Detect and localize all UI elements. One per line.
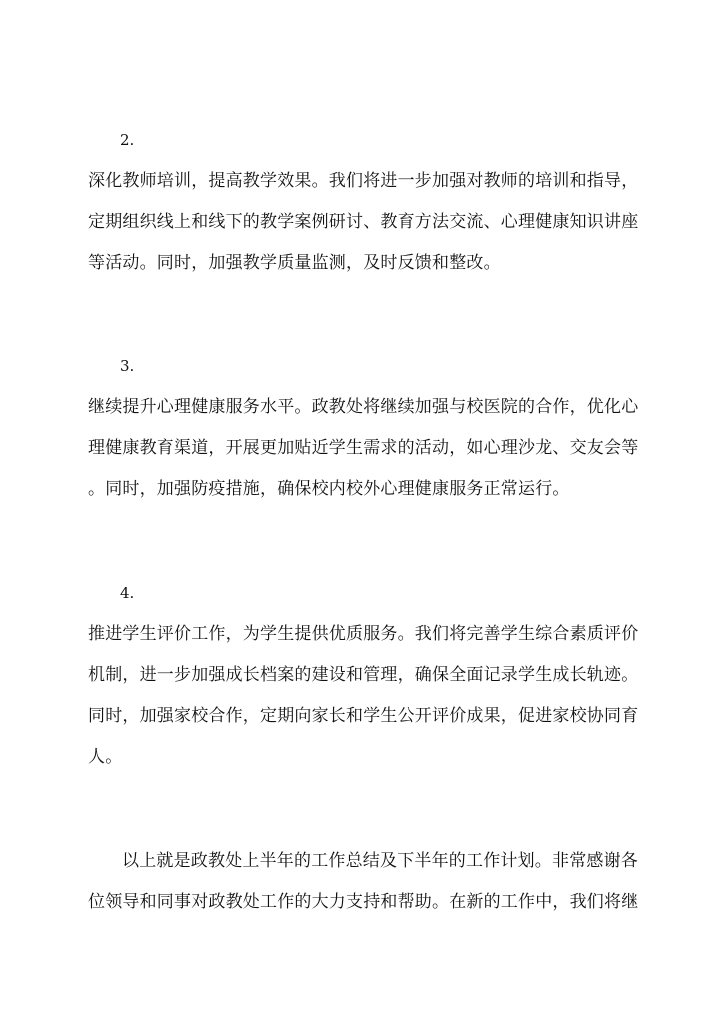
paragraph-line: 定期组织线上和线下的教学案例研讨、教育方法交流、心理健康知识讲座 xyxy=(88,212,639,232)
section-number-3: 3. xyxy=(120,357,135,375)
paragraph-line: 理健康教育渠道，开展更加贴近学生需求的活动，如心理沙龙、交友会等 xyxy=(88,438,639,458)
section-paragraph-2 xyxy=(88,161,639,284)
section-number-2: 2. xyxy=(120,131,135,149)
paragraph-line: 人。 xyxy=(88,747,123,767)
closing-paragraph xyxy=(88,841,639,923)
paragraph-line: 位领导和同事对政教处工作的大力支持和帮助。在新的工作中，我们将继 xyxy=(88,892,639,912)
paragraph-line: 以上就是政教处上半年的工作总结及下半年的工作计划。非常感谢各 xyxy=(122,851,638,871)
paragraph-line: 同时，加强家校合作，定期向家长和学生公开评价成果，促进家校协同育 xyxy=(88,706,639,726)
paragraph-line: 继续提升心理健康服务水平。政教处将继续加强与校医院的合作，优化心 xyxy=(88,397,639,417)
paragraph-line: 深化教师培训，提高教学效果。我们将进一步加强对教师的培训和指导， xyxy=(88,171,639,191)
section-paragraph-4 xyxy=(88,614,639,778)
section-number-4: 4. xyxy=(120,584,135,602)
paragraph-line: 等活动。同时，加强教学质量监测，及时反馈和整改。 xyxy=(88,253,501,273)
paragraph-line: 机制，进一步加强成长档案的建设和管理，确保全面记录学生成长轨迹。 xyxy=(88,665,639,685)
section-paragraph-3 xyxy=(88,387,639,510)
paragraph-line: 推进学生评价工作，为学生提供优质服务。我们将完善学生综合素质评价 xyxy=(88,624,639,644)
paragraph-line: 。同时，加强防疫措施，确保校内校外心理健康服务正常运行。 xyxy=(88,479,570,499)
